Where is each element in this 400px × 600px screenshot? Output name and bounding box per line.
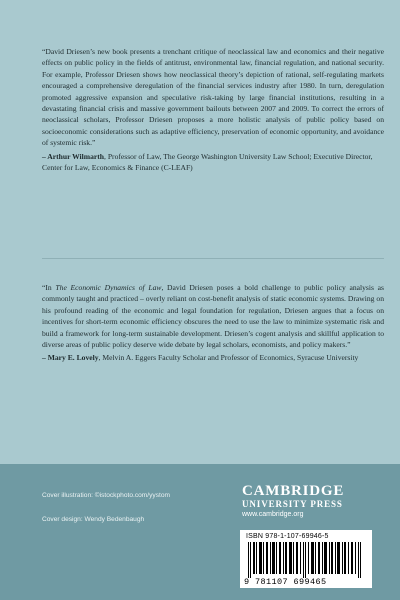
quote-1-attribution <box>42 151 384 174</box>
publisher-website: www.cambridge.org <box>242 511 304 518</box>
cover-illustration-credit: Cover illustration: ©istockphoto.com/yystom <box>42 492 170 499</box>
publisher-logo <box>242 484 372 520</box>
quote-1-affiliation: , Professor of Law, The George Washington University Law School; Executive Director, Center for Law, Economics & Finance (C-LEAF) <box>42 151 373 173</box>
publisher-subtitle: UNIVERSITY PRESS <box>242 499 343 509</box>
endorsement-quote-1 <box>42 46 384 173</box>
quote-2-body: , David Driesen poses a bold challenge to public policy analysis as commonly taught and practiced – overly reliant on cost-benefit analysis of static economic systems. Drawing on his profound reading of the economic and legal foundation for regulation, Driesen argues that a focus on incentives for short-term economic efficiency obscures the need to use the law to minimize systematic risk and build a framework for long-term sustainable development. Driesen’s cogent analysis and skillful application to diverse areas of public policy deserve wide debate by legal scholars, economists, and policy makers.” <box>42 283 384 350</box>
quote-2-text <box>42 282 384 350</box>
endorsement-quote-2 <box>42 282 384 364</box>
quote-1-author: – Arthur Wilmarth <box>42 151 105 161</box>
quote-divider <box>42 258 384 259</box>
quote-1-text: “David Driesen’s new book presents a trenchant critique of neoclassical law and economics and their negative effects on public policy in the fields of antitrust, environmental law, financial regulation, and national security. For example, Professor Driesen shows how neoclassical theory’s depiction of rational, self-regulating markets encouraged a comprehensive deregulation of the financial services industry after 1980. In turn, deregulation promoted aggressive expansion and speculative risk-taking by large financial institutions, resulting in a devastating financial crisis and massive government bailouts between 2007 and 2009. To correct the errors of neoclassical scholars, Professor Driesen proposes a more holistic analysis of public policy based on socioeconomic considerations such as adaptive efficiency, preservation of economic opportunity, and avoidance of systemic risk.” <box>42 47 384 148</box>
barcode-label <box>240 530 372 588</box>
quote-2-open: “In <box>42 283 56 292</box>
quote-2-author: – Mary E. Lovely <box>42 353 99 363</box>
quote-2-affiliation: , Melvin A. Eggers Faculty Scholar and Professor of Economics, Syracuse University <box>98 353 359 363</box>
quote-2-book-title: The Economic Dynamics of Law <box>55 283 162 292</box>
barcode-icon <box>248 542 364 578</box>
isbn-text: ISBN 978-1-107-69946-5 <box>246 533 329 540</box>
barcode-number: 9 781107 699465 <box>244 577 327 587</box>
quote-2-attribution <box>42 352 384 363</box>
publisher-name: CAMBRIDGE <box>242 483 345 499</box>
cover-design-credit: Cover design: Wendy Bedenbaugh <box>42 516 145 523</box>
